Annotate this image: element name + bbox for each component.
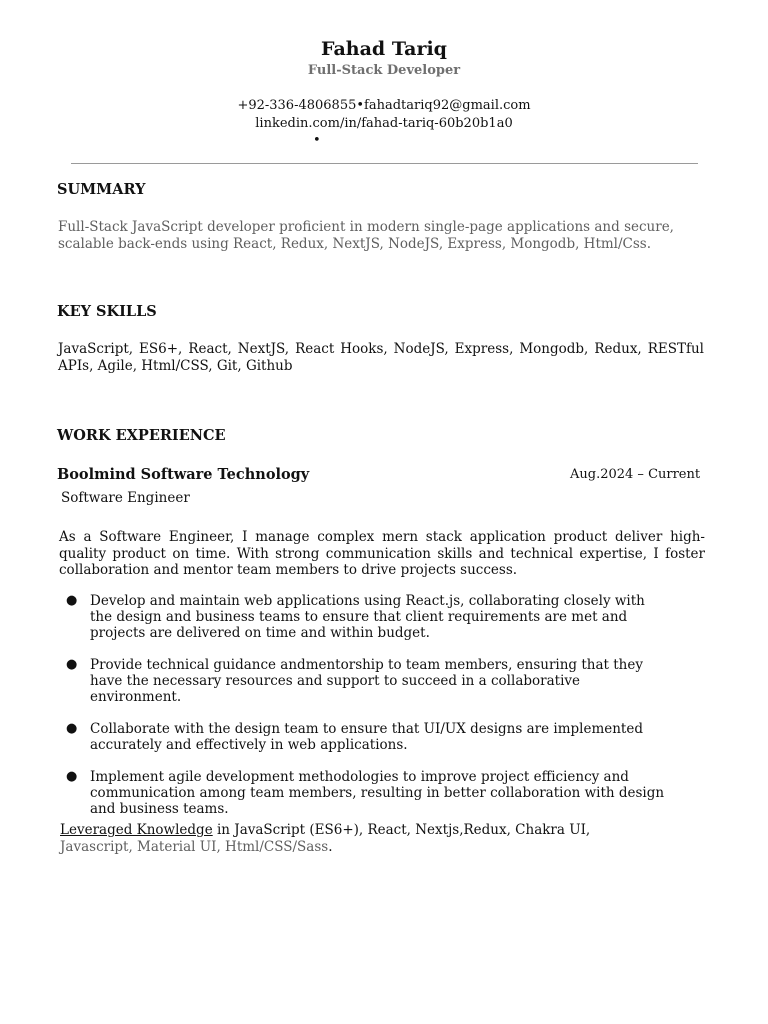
list-item-text: Provide technical guidance andmentorship to team members, ensuring that they have the necessary resources and support to succeed in a collaborative environment. [90, 657, 643, 705]
leveraged-knowledge-text: in JavaScript (ES6+), React, Nextjs,Redux, Chakra UI, [212, 822, 591, 838]
list-item [60, 769, 670, 817]
header-divider [71, 163, 698, 164]
list-item-text: Develop and maintain web applications using React.js, collaborating closely with the design and business teams to ensure that client requirements are met and projects are delivered on time and within budget. [90, 593, 645, 641]
list-item-text: Collaborate with the design team to ensure that UI/UX designs are implemented accurately and effectively in web applications. [90, 721, 643, 753]
responsibilities-list [60, 593, 670, 833]
experience-description: As a Software Engineer, I manage complex mern stack application product deliver high- quality product on time. With strong communication skills and technical expertise, I foster collaboration and mentor team members to drive projects success. [59, 529, 705, 578]
company-name: Boolmind Software Technology [57, 466, 310, 483]
contact-separator: • [356, 98, 365, 113]
email-address: fahadtariq92@gmail.com [364, 98, 531, 113]
bullet-icon: ● [66, 657, 78, 672]
summary-heading: SUMMARY [57, 181, 146, 198]
list-item [60, 593, 670, 641]
resume-job-title: Full-Stack Developer [307, 63, 461, 78]
summary-text: Full-Stack JavaScript developer proficient in modern single-page applications and secure, scalable back-ends using React, Redux, NextJS, NodeJS, Express, Mongodb, Html/Css. [58, 219, 674, 252]
linkedin-url: linkedin.com/in/fahad-tariq-60b20b1a0 [255, 116, 513, 131]
resume-name: Fahad Tariq [321, 38, 447, 60]
list-item-text: Implement agile development methodologies to improve project efficiency and communication among team members, resulting in better collaboration with design and business teams. [90, 769, 665, 817]
employment-dates: Aug.2024 – Current [570, 467, 701, 482]
contact-block [0, 97, 768, 133]
skills-heading: KEY SKILLS [57, 303, 157, 320]
phone-number: +92-336-4806855 [237, 98, 357, 113]
contact-line-1 [0, 97, 768, 115]
list-item [60, 721, 670, 753]
job-role: Software Engineer [61, 490, 190, 506]
bullet-icon: ● [66, 593, 78, 608]
stray-bullet: • [313, 133, 321, 148]
leveraged-knowledge-text-gray: Javascript, Material UI, Html/CSS/Sass [60, 838, 329, 855]
list-item [60, 657, 670, 705]
experience-heading: WORK EXPERIENCE [57, 427, 226, 444]
leveraged-knowledge [60, 822, 660, 855]
leveraged-knowledge-label: Leveraged Knowledge [60, 822, 213, 838]
bullet-icon: ● [66, 769, 78, 784]
skills-text: JavaScript, ES6+, React, NextJS, React Hooks, NodeJS, Express, Mongodb, Redux, RESTful APIs, Agile, Html/CSS, Git, Github [58, 341, 704, 374]
bullet-icon: ● [66, 721, 78, 736]
leveraged-knowledge-end: . [328, 838, 333, 855]
